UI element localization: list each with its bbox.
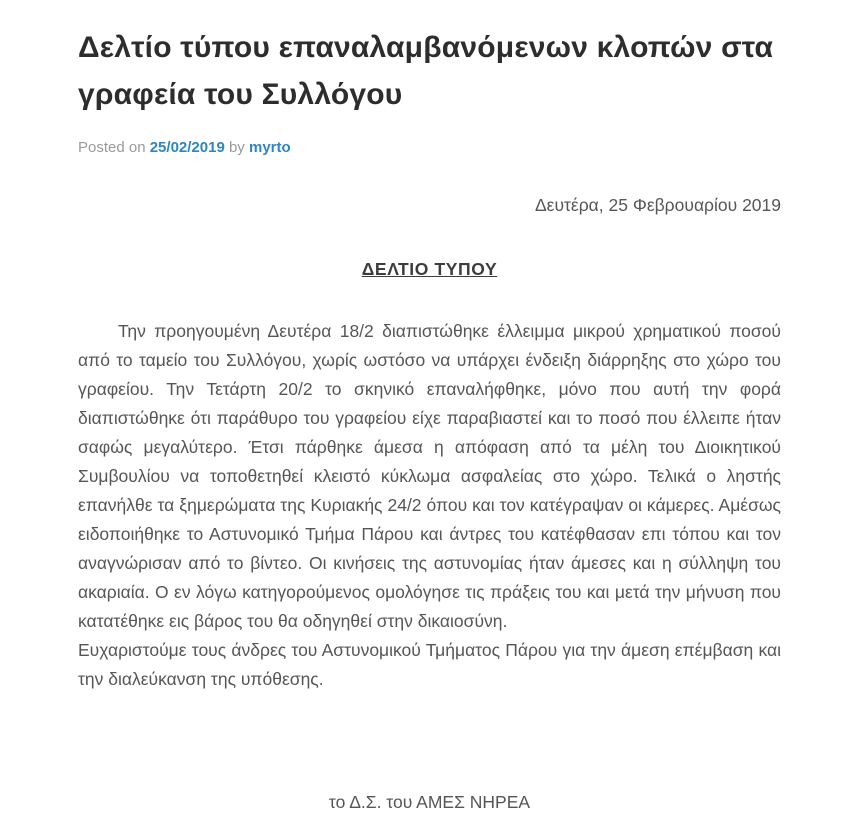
press-release-body — [78, 317, 781, 694]
author-link[interactable]: myrto — [248, 139, 291, 156]
posted-on-label: Posted on — [78, 139, 150, 156]
closing-signature: το Δ.Σ. του ΑΜΕΣ ΝΗΡΕΑ — [328, 792, 531, 812]
body-paragraph-2: Ευχαριστούμε τους άνδρες του Αστυνομικού Τμήματος Πάρου για την άμεση επέμβαση και την διαλεύκανση της υπόθεσης. — [78, 640, 781, 689]
by-label: by — [224, 139, 249, 156]
page-title: Δελτίο τύπου επαναλαμβανόμενων κλοπών στα γραφεία του Συλλόγου — [78, 31, 774, 111]
dateline: Δευτέρα, 25 Φεβρουαρίου 2019 — [534, 195, 781, 215]
post-meta — [78, 139, 781, 156]
press-release-heading: ΔΕΛΤΙΟ ΤΥΠΟΥ — [361, 259, 498, 279]
post-date-link[interactable]: 25/02/2019 — [149, 139, 225, 156]
body-paragraph-1: Την προηγουμένη Δευτέρα 18/2 διαπιστώθηκε έλλειμμα μικρού χρηματικού ποσού από το ταμείο του Συλλόγου, χωρίς ωστόσο να υπάρχει ένδειξη διάρρηξης στο χώρο του γραφείου. Την Τετάρτη 20/2 το σκηνικό επαναλήφθηκε, μόνο που αυτή την φορά διαπιστώθηκε ότι παράθυρο του γραφείου είχε παραβιαστεί και το ποσό που έλλειπε ήταν σαφώς μεγαλύτερο. Έτσι πάρθηκε άμεσα η απόφαση από τα μέλη του Διοικητικού Συμβουλίου να τοποθετηθεί κλειστό κύκλωμα ασφαλείας στο χώρο. Τελικά ο ληστής επανήλθε τα ξημερώματα της Κυριακής 24/2 όπου και τον κατέγραψαν οι κάμερες. Αμέσως ειδοποιήθηκε το Αστυνομικό Τμήμα Πάρου και άντρες του κατέφθασαν επι τόπου και τον αναγνώρισαν από το βίντεο. Οι κινήσεις της αστυνομίας ήταν άμεσες και η σύλληψη του ακαριαία. Ο εν λόγω κατηγορούμενος ομολόγησε τις πράξεις του και μετά την μήνυση που κατατέθηκε εις βάρος του θα οδηγηθεί στην δικαιοσύνη. — [78, 321, 781, 631]
